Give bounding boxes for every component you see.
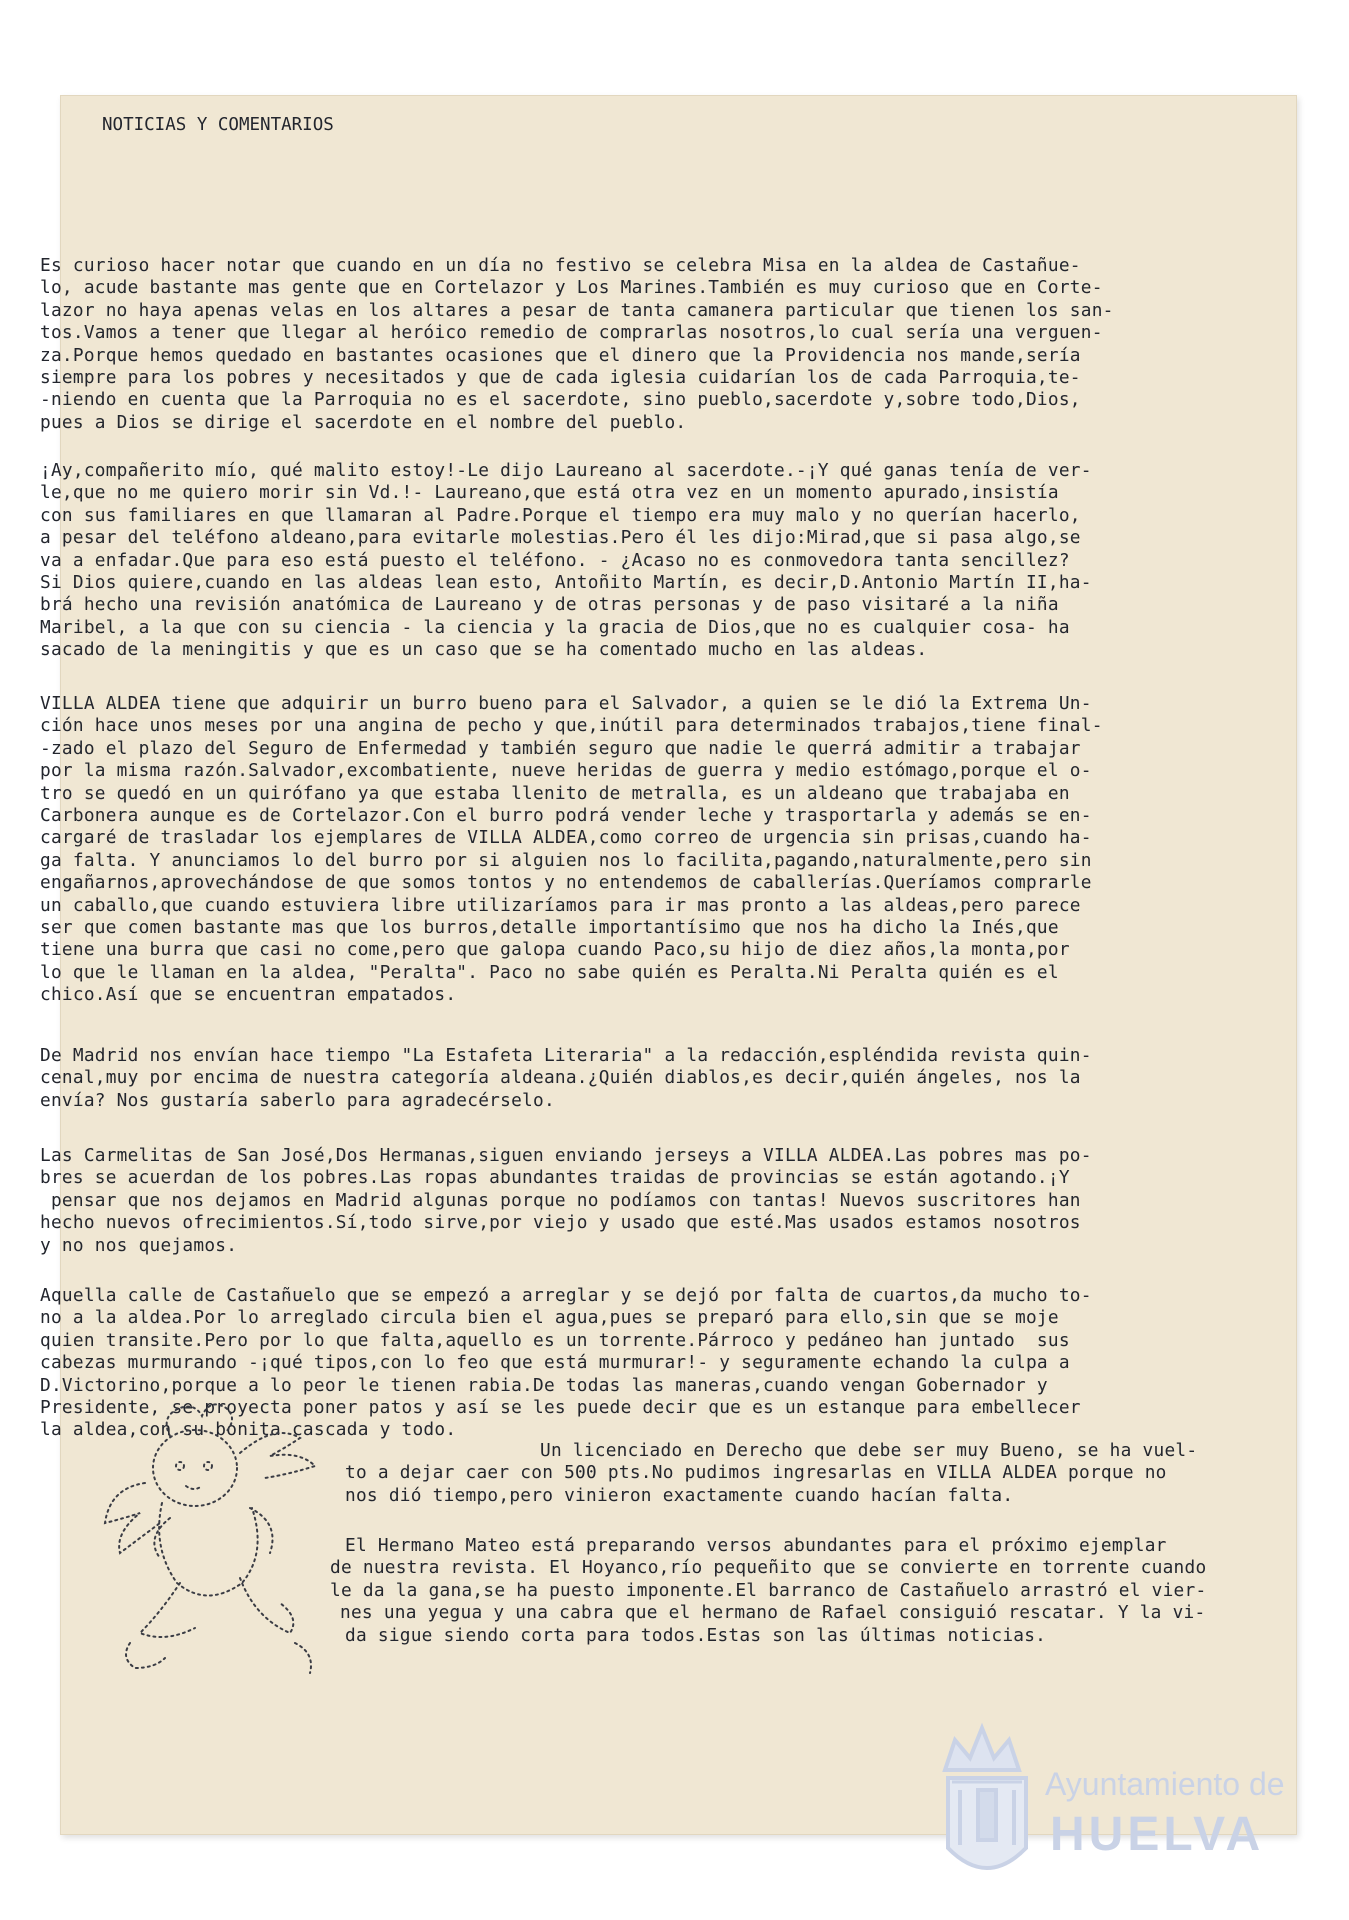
text-line: ¡Ay,compañerito mío, qué malito estoy!-Le dijo Laureano al sacerdote.-¡Y qué ganas tenía de ver- xyxy=(40,460,1092,481)
text-line: le da la gana,se ha puesto imponente.El barranco de Castañuelo arrastró el vier- xyxy=(330,1579,1207,1601)
text-line: lo que le llaman en la aldea, "Peralta". Paco no sabe quién es Peralta.Ni Peralta quién es el xyxy=(40,961,1059,983)
text-line: ción hace unos meses por una angina de pecho y que,inútil para determinados trabajos,tiene final- xyxy=(40,715,1103,737)
text-line: no a la aldea.Por lo arreglado circula bien el agua,pues se preparó para ello,sin que se moje xyxy=(40,1307,1059,1329)
text-line: ser que comen bastante mas que los burros,detalle importantísimo que nos ha dicho la Inés,que xyxy=(40,916,1059,938)
text-line: un caballo,que cuando estuviera libre utilizaríamos para ir mas pronto a las aldeas,pero parece xyxy=(40,894,1081,916)
text-line: Presidente, se proyecta poner patos y así se les puede decir que es un estanque para embellecer xyxy=(40,1396,1081,1418)
paragraph-2 xyxy=(40,460,1240,662)
document-heading: NOTICIAS Y COMENTARIOS xyxy=(102,115,334,135)
text-line: cabezas murmurando -¡qué tipos,con lo feo que está murmurar!- y seguramente echando la culpa a xyxy=(40,1352,1070,1374)
text-line: por la misma razón.Salvador,excombatiente, nueve heridas de guerra y medio estómago,porque el o- xyxy=(40,760,1092,782)
text-line: tos.Vamos a tener que llegar al heróico remedio de comprarlas nosotros,lo cual sería una verguen- xyxy=(40,322,1103,344)
text-line: va a enfadar.Que para eso está puesto el teléfono. - ¿Acaso no es conmovedora tanta sencillez? xyxy=(40,549,1070,571)
text-line: da sigue siendo corta para todos.Estas son las últimas noticias. xyxy=(345,1624,1047,1646)
text-line: bres se acuerdan de los pobres.Las ropas abundantes traidas de provincias se están agotando.¡Y xyxy=(40,1167,1070,1189)
ayuntamiento-huelva-logo xyxy=(930,1720,1310,1895)
text-line: engañarnos,aprovechándose de que somos tontos y no entendemos de caballerías.Queríamos comprarle xyxy=(40,872,1092,894)
text-line: Las Carmelitas de San José,Dos Hermanas,siguen enviando jerseys a VILLA ALDEA.Las pobres mas po- xyxy=(40,1145,1092,1166)
text-line: De Madrid nos envían hace tiempo "La Estafeta Literaria" a la redacción,espléndida revista quin- xyxy=(40,1045,1092,1066)
text-line: D.Victorino,porque a lo peor le tienen rabia.De todas las maneras,cuando vengan Gobernador y xyxy=(40,1374,1048,1396)
text-line: y no nos quejamos. xyxy=(40,1234,238,1256)
text-line: lo, acude bastante mas gente que en Cortelazor y Los Marines.También es muy curioso que en Corte- xyxy=(40,277,1103,299)
watermark-line1: Ayuntamiento de xyxy=(1045,1766,1285,1802)
text-line: VILLA ALDEA tiene que adquirir un burro bueno para el Salvador, a quien se le dió la Extrema Un- xyxy=(40,693,1092,714)
text-line: nes una yegua y una cabra que el hermano de Rafael consiguió rescatar. Y la vi- xyxy=(340,1602,1206,1624)
text-line: nos dió tiempo,pero vinieron exactamente cuando hacían falta. xyxy=(345,1484,1014,1506)
text-line: brá hecho una revisión anatómica de Laureano y de otras personas y de paso visitaré a la niña xyxy=(40,594,1059,616)
text-line: Maribel, a la que con su ciencia - la ciencia y la gracia de Dios,que no es cualquier cosa- ha xyxy=(40,616,1070,638)
text-line: za.Porque hemos quedado en bastantes ocasiones que el dinero que la Providencia nos mande,sería xyxy=(40,344,1081,366)
text-line: quien transite.Pero por lo que falta,aquello es un torrente.Párroco y pedáneo han juntado sus xyxy=(40,1329,1070,1351)
text-line: le,que no me quiero morir sin Vd.!- Laureano,que está otra vez en un momento apurado,insistía xyxy=(40,482,1059,504)
paragraph-3 xyxy=(40,693,1240,1006)
text-line: cenal,muy por encima de nuestra categoría aldeana.¿Quién diablos,es decir,quién ángeles, nos la xyxy=(40,1067,1081,1089)
text-line: pues a Dios se dirige el sacerdote en el nombre del pueblo. xyxy=(40,411,687,433)
text-line: hecho nuevos ofrecimientos.Sí,todo sirve,por viejo y usado que esté.Mas usados estamos nosotros xyxy=(40,1212,1081,1234)
text-line: con sus familiares en que llamaran al Padre.Porque el tiempo era muy malo y no querían hacerlo, xyxy=(40,504,1081,526)
text-line: la aldea,con su bonita cascada y todo. xyxy=(40,1419,457,1441)
text-line: Carbonera aunque es de Cortelazor.Con el burro podrá vender leche y trasportarla y además se en- xyxy=(40,804,1092,826)
text-line: Un licenciado en Derecho que debe ser muy Bueno, se ha vuel- xyxy=(540,1440,1198,1461)
text-line: tiene una burra que casi no come,pero que galopa cuando Paco,su hijo de diez años,la monta,por xyxy=(40,939,1070,961)
text-line: Aquella calle de Castañuelo que se empezó a arreglar y se dejó por falta de cuartos,da mucho to- xyxy=(40,1285,1092,1306)
text-line: sacado de la meningitis y que es un caso que se ha comentado mucho en las aldeas. xyxy=(40,639,928,661)
text-line: a pesar del teléfono aldeano,para evitarle molestias.Pero él les dijo:Mirad,que si pasa algo,se xyxy=(40,527,1081,549)
text-line: to a dejar caer con 500 pts.No pudimos ingresarlas en VILLA ALDEA porque no xyxy=(345,1462,1167,1484)
paragraph-7 xyxy=(345,1440,1245,1507)
text-line: El Hermano Mateo está preparando versos abundantes para el próximo ejemplar xyxy=(345,1535,1167,1556)
text-line: pensar que nos dejamos en Madrid algunas porque no podíamos con tantas! Nuevos suscritores han xyxy=(40,1189,1081,1211)
paragraph-1 xyxy=(40,255,1240,434)
text-line: siempre para los pobres y necesitados y que de cada iglesia cuidarían los de cada Parroquia,te- xyxy=(40,366,1081,388)
text-line: ga falta. Y anunciamos lo del burro por si alguien nos lo facilita,pagando,naturalmente,pero sin xyxy=(40,849,1092,871)
text-line: de nuestra revista. El Hoyanco,río pequeñito que se convierte en torrente cuando xyxy=(330,1557,1207,1579)
text-line: chico.Así que se encuentran empatados. xyxy=(40,984,457,1006)
watermark-line2: HUELVA xyxy=(1050,1808,1265,1861)
cherub-drawing xyxy=(100,1358,355,1688)
paragraph-8 xyxy=(330,1535,1250,1647)
text-line: lazor no haya apenas velas en los altares a pesar de tanta camanera particular que tienen los san- xyxy=(40,299,1114,321)
text-line: -niendo en cuenta que la Parroquia no es el sacerdote, sino pueblo,sacerdote y,sobre todo,Dios, xyxy=(40,389,1081,411)
paragraph-4 xyxy=(40,1045,1240,1112)
text-line: -zado el plazo del Seguro de Enfermedad y también seguro que nadie le querrá admitir a trabajar xyxy=(40,737,1081,759)
text-line: envía? Nos gustaría saberlo para agradecérselo. xyxy=(40,1089,555,1111)
text-line: cargaré de trasladar los ejemplares de VILLA ALDEA,como correo de urgencia sin prisas,cuando ha- xyxy=(40,827,1092,849)
text-line: tro se quedó en un quirófano ya que estaba llenito de metralla, es un aldeano que trabajaba en xyxy=(40,782,1070,804)
text-line: Si Dios quiere,cuando en las aldeas lean esto, Antoñito Martín, es decir,D.Antonio Martín II,ha- xyxy=(40,571,1092,593)
paragraph-5 xyxy=(40,1145,1240,1257)
text-line: Es curioso hacer notar que cuando en un día no festivo se celebra Misa en la aldea de Castañue- xyxy=(40,255,1081,276)
